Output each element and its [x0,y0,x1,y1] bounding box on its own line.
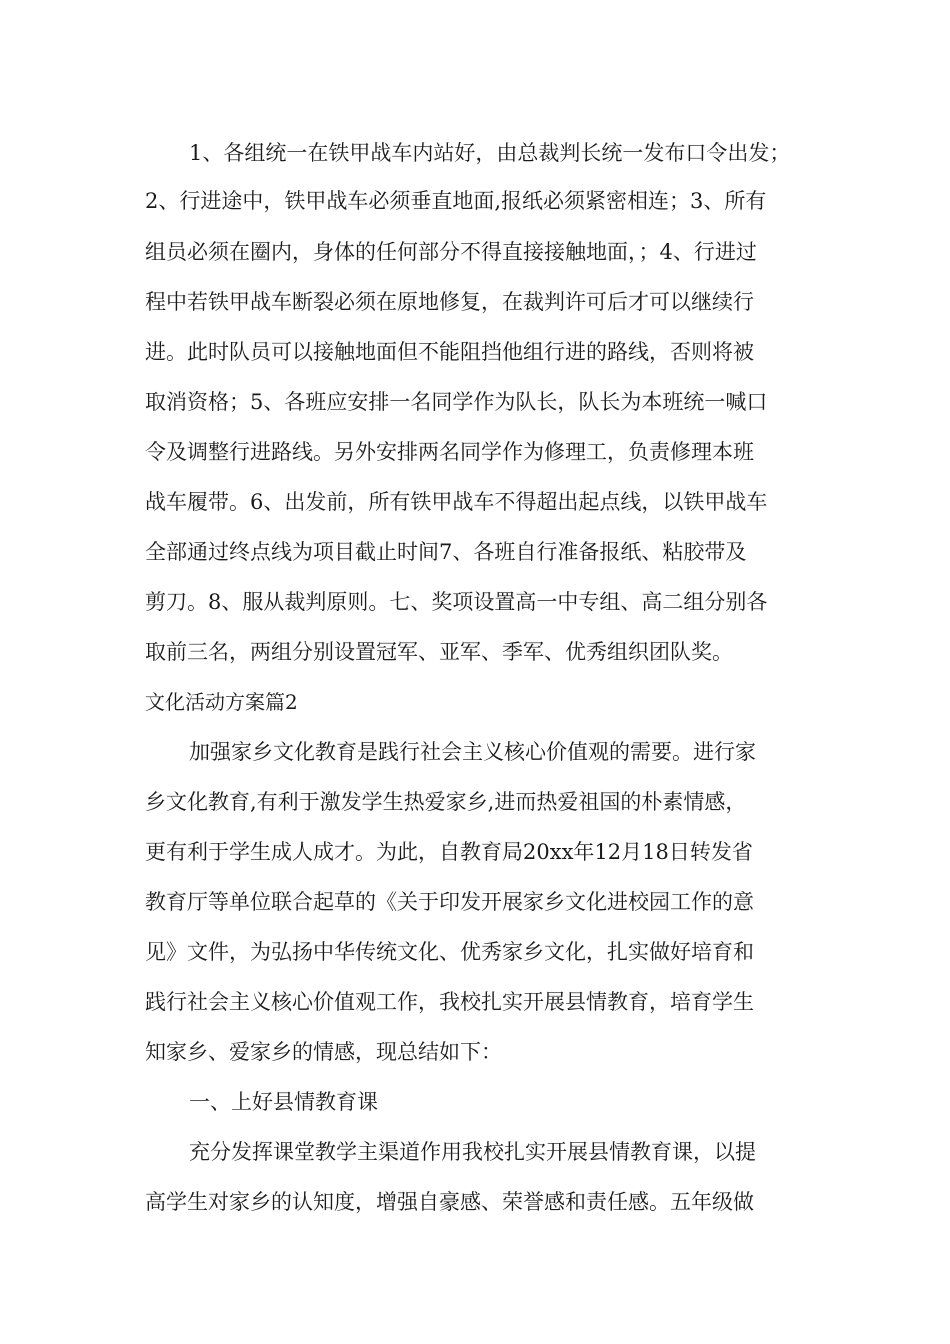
text-line: 加强家乡文化教育是践行社会主义核心价值观的需要。进行家 [189,740,756,764]
text-line: 更有利于学生成人成才。为此，自教育局20xx年12月18日转发省 [145,840,753,864]
section-heading: 文化活动方案篇2 [145,690,298,714]
text-line: 教育厅等单位联合起草的《关于印发开展家乡文化进校园工作的意 [145,890,754,914]
text-line: 2、行进途中，铁甲战车必须垂直地面,报纸必须紧密相连；3、所有 [145,189,767,213]
text-line: 践行社会主义核心价值观工作，我校扎实开展县情教育，培育学生 [145,990,754,1014]
text-line: 剪刀。8、服从裁判原则。七、奖项设置高一中专组、高二组分别各 [145,590,768,614]
text-line: 取前三名，两组分别设置冠军、亚军、季军、优秀组织团队奖。 [145,640,733,664]
subsection-heading: 一、上好县情教育课 [189,1090,378,1114]
text-line: 组员必须在圈内，身体的任何部分不得直接接触地面，；4、行进过 [145,240,757,264]
text-line: 进。此时队员可以接触地面但不能阻挡他组行进的路线，否则将被 [145,340,754,364]
text-line: 全部通过终点线为项目截止时间7、各班自行准备报纸、粘胶带及 [145,540,747,564]
text-line: 战车履带。6、出发前，所有铁甲战车不得超出起点线，以铁甲战车 [145,490,768,514]
text-line: 取消资格；5、各班应安排一名同学作为队长，队长为本班统一喊口 [145,390,768,414]
text-line: 高学生对家乡的认知度，增强自豪感、荣誉感和责任感。五年级做 [145,1190,754,1214]
text-line: 令及调整行进路线。另外安排两名同学作为修理工，负责修理本班 [145,440,754,464]
text-line: 见》文件，为弘扬中华传统文化、优秀家乡文化，扎实做好培育和 [145,940,754,964]
text-line: 1、各组统一在铁甲战车内站好，由总裁判长统一发布口令出发； [189,141,791,165]
text-line: 充分发挥课堂教学主渠道作用我校扎实开展县情教育课，以提 [189,1140,756,1164]
text-line: 乡文化教育,有利于激发学生热爱家乡,进而热爱祖国的朴素情感， [145,790,747,814]
text-line: 程中若铁甲战车断裂必须在原地修复，在裁判许可后才可以继续行 [145,290,754,314]
text-line: 知家乡、爱家乡的情感，现总结如下： [145,1040,502,1064]
